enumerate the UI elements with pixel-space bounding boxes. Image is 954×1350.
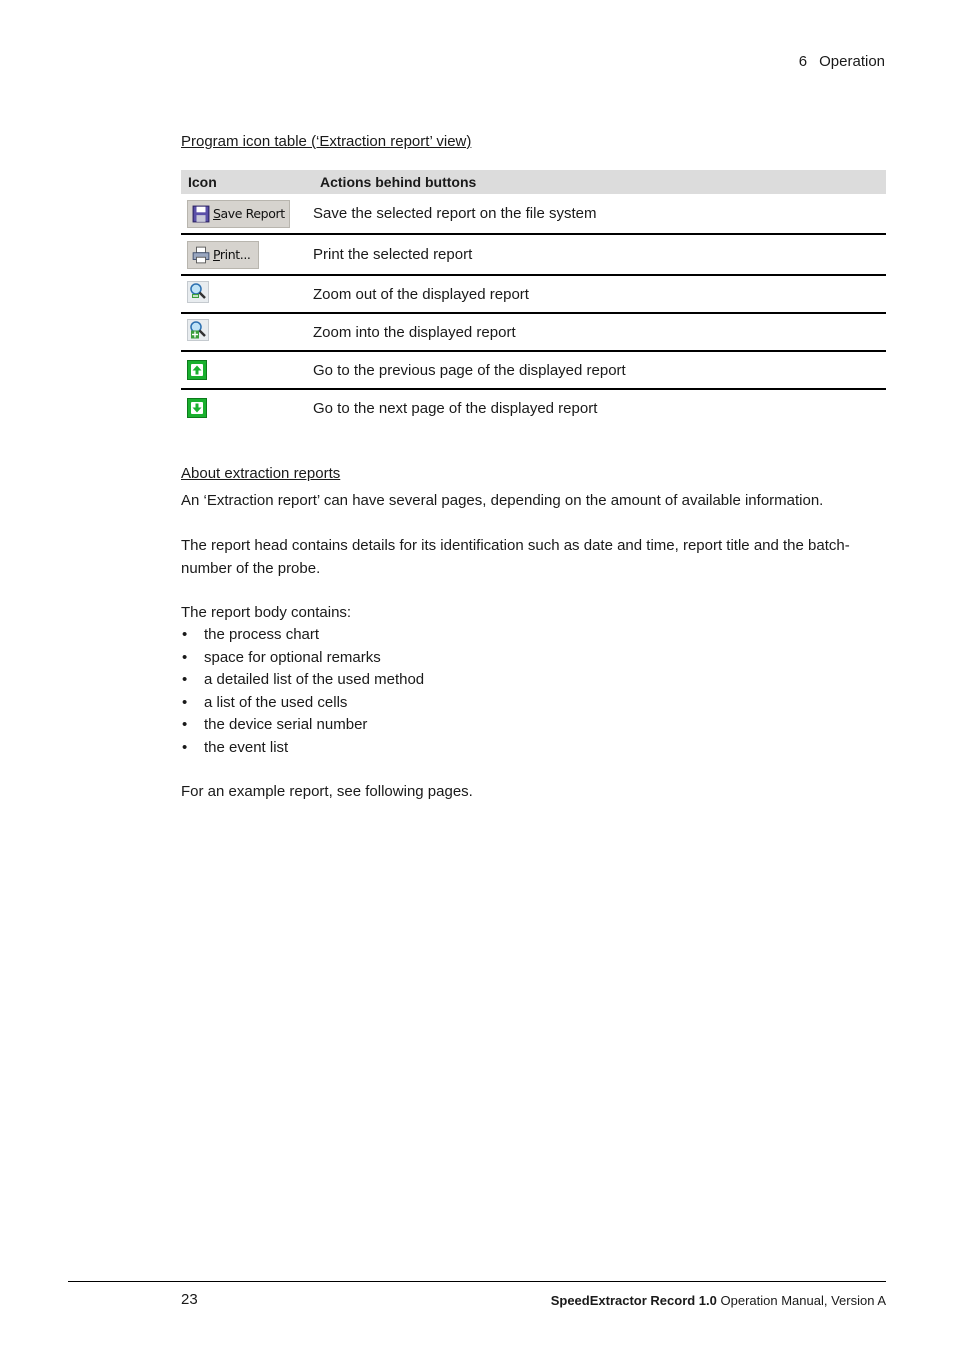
action-text: Zoom into the displayed report <box>313 323 516 341</box>
paragraph-example: For an example report, see following pages. <box>181 783 473 800</box>
section-heading: About extraction reports <box>181 465 341 482</box>
table-caption: Program icon table (‘Extraction report’ view) <box>181 133 472 150</box>
paragraph-report-head: The report head contains details for its identification such as date and time, report title and the batch-number of the probe. <box>181 537 850 577</box>
page-number: 23 <box>181 1291 198 1308</box>
print-label: Print... <box>213 247 251 262</box>
table-row <box>181 234 886 275</box>
list-item: • the process chart <box>181 624 886 647</box>
list-item: • a list of the used cells <box>181 692 886 715</box>
list-item: • the event list <box>181 737 886 760</box>
icon-table <box>181 170 886 427</box>
action-text: Go to the previous page of the displayed report <box>313 361 626 379</box>
bullet-list-container <box>181 624 886 759</box>
zoom-in-icon[interactable] <box>187 319 209 341</box>
bullet-list <box>181 624 886 759</box>
list-item: • space for optional remarks <box>181 647 886 670</box>
paragraph-report-body: The report body contains: <box>181 604 352 621</box>
previous-page-icon[interactable] <box>187 360 207 380</box>
action-text: Zoom out of the displayed report <box>313 285 529 303</box>
product-name: SpeedExtractor Record 1.0 <box>550 1293 717 1308</box>
printer-icon <box>192 246 210 264</box>
floppy-disk-icon <box>192 205 210 223</box>
action-text: Save the selected report on the file system <box>313 205 597 222</box>
next-page-icon[interactable] <box>187 398 207 418</box>
paragraph-pages: An ‘Extraction report’ can have several pages, depending on the amount of available information. <box>181 492 824 509</box>
table-header-row <box>181 170 886 194</box>
action-text: Print the selected report <box>313 246 473 263</box>
arrow-down-icon <box>190 401 204 415</box>
action-text: Go to the next page of the displayed report <box>313 400 598 417</box>
list-item: • the device serial number <box>181 714 886 737</box>
table-row <box>181 313 886 351</box>
arrow-up-icon <box>190 363 204 377</box>
footer-title <box>551 1293 886 1308</box>
col-header-action: Actions behind buttons <box>313 170 886 194</box>
chapter-title: Operation <box>819 53 885 70</box>
zoom-out-icon[interactable] <box>187 281 209 303</box>
table-row <box>181 389 886 427</box>
list-item: • a detailed list of the used method <box>181 669 886 692</box>
table-row <box>181 351 886 389</box>
col-header-icon: Icon <box>181 170 313 194</box>
save-report-button[interactable] <box>187 200 290 228</box>
footer-divider <box>68 1281 886 1282</box>
page-header <box>799 53 885 70</box>
table-row <box>181 194 886 234</box>
manual-version: Operation Manual, Version A <box>716 1293 886 1308</box>
table-row <box>181 275 886 313</box>
print-button[interactable] <box>187 241 259 269</box>
chapter-number: 6 <box>798 53 808 70</box>
save-report-label: Save Report <box>213 206 285 221</box>
